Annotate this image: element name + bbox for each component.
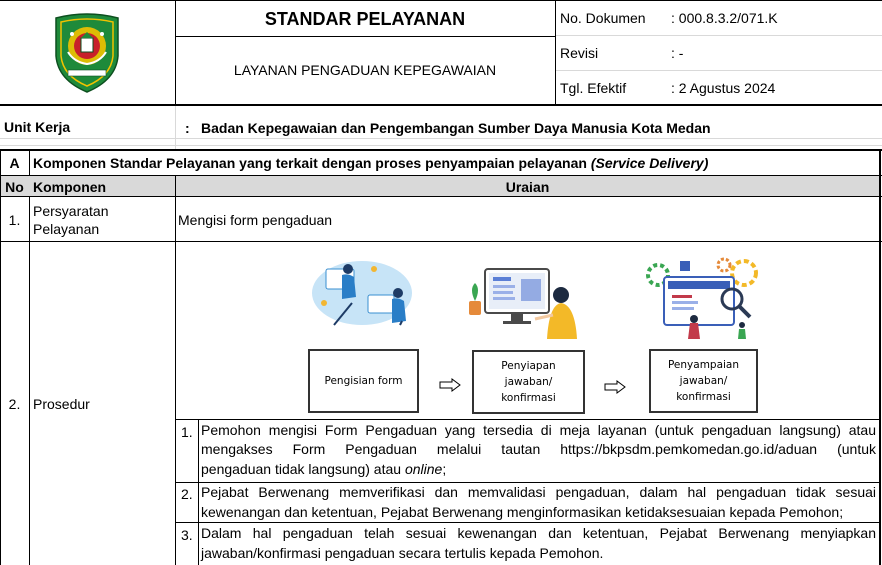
procedure-3-line2: jawaban/konfirmasi pengaduan secara tertulis kepada Pemohon. [201, 545, 604, 561]
flow-step-deliver-answer: Penyampaian jawaban/ konfirmasi [649, 349, 758, 413]
col-header-komponen: Komponen [33, 179, 107, 195]
row-1-uraian: Mengisi form pengaduan [178, 212, 333, 228]
document-title: STANDAR PELAYANAN [264, 9, 466, 29]
unit-value: Badan Kepegawaian dan Pengembangan Sumber Daya Manusia Kota Medan [201, 120, 711, 136]
col-header-uraian: Uraian [505, 179, 550, 195]
procedure-3-number: 3. [181, 527, 193, 543]
procedure-2-number: 2. [181, 486, 193, 502]
procedure-1-line2: mengakses Form Pengaduan melalui tautan https://bkpsdm.pemkomedan.go.id/aduan (untuk [201, 441, 876, 457]
procedure-1-line3: pengaduan tidak langsung) atau online; [201, 461, 447, 477]
meta-doc-number-value: : 000.8.3.2/071.K [671, 10, 778, 26]
section-letter: A [9, 155, 20, 171]
meta-effective-date-value: : 2 Agustus 2024 [671, 80, 776, 96]
meta-doc-number-label: No. Dokumen [560, 10, 646, 26]
section-title: Komponen Standar Pelayanan yang terkait dengan proses penyampaian pelayanan (Service Delivery) [33, 155, 709, 171]
meta-revision-label: Revisi [560, 45, 599, 61]
procedure-3-line1: Dalam hal pengaduan telah sesuai kewenangan dan ketentuan, Pejabat Berwenang menyiapkan [201, 525, 876, 541]
procedure-1-line1: Pemohon mengisi Form Pengaduan yang tersedia di meja layanan (untuk pengaduan langsung) atau [201, 422, 876, 438]
unit-label: Unit Kerja [4, 119, 71, 135]
row-2-no: 2. [8, 396, 21, 412]
row-1-komponen-line1: Persyaratan [33, 203, 109, 219]
col-header-no: No [5, 179, 24, 195]
meta-revision-value: : - [671, 45, 684, 61]
preparing-answer-illustration [465, 265, 580, 339]
meta-effective-date-label: Tgl. Efektif [560, 80, 627, 96]
unit-colon: : [185, 120, 190, 136]
row-1-no: 1. [8, 212, 21, 228]
flow-arrow-1 [439, 378, 461, 392]
complaint-form-illustration [304, 255, 422, 337]
procedure-2-line2: kewenangan dan ketentuan, Pejabat Berwenang menginformasikan ketidaksesuaian kepada Pemohon; [201, 504, 844, 520]
flow-step-prepare-answer: Penyiapan jawaban/ konfirmasi [472, 350, 585, 414]
procedure-2-line1: Pejabat Berwenang memverifikasi dan memvalidasi pengaduan, dalam hal pengaduan tidak sesuai [201, 484, 876, 500]
flow-step-fill-form: Pengisian form [308, 349, 419, 413]
procedure-1-number: 1. [181, 424, 193, 440]
flow-arrow-2 [604, 380, 626, 394]
document-subtitle: LAYANAN PENGADUAN KEPEGAWAIAN [233, 62, 497, 78]
row-2-komponen: Prosedur [33, 396, 90, 412]
city-emblem-logo [50, 12, 124, 94]
delivering-answer-illustration [644, 255, 762, 339]
row-1-komponen-line2: Pelayanan [33, 221, 100, 237]
